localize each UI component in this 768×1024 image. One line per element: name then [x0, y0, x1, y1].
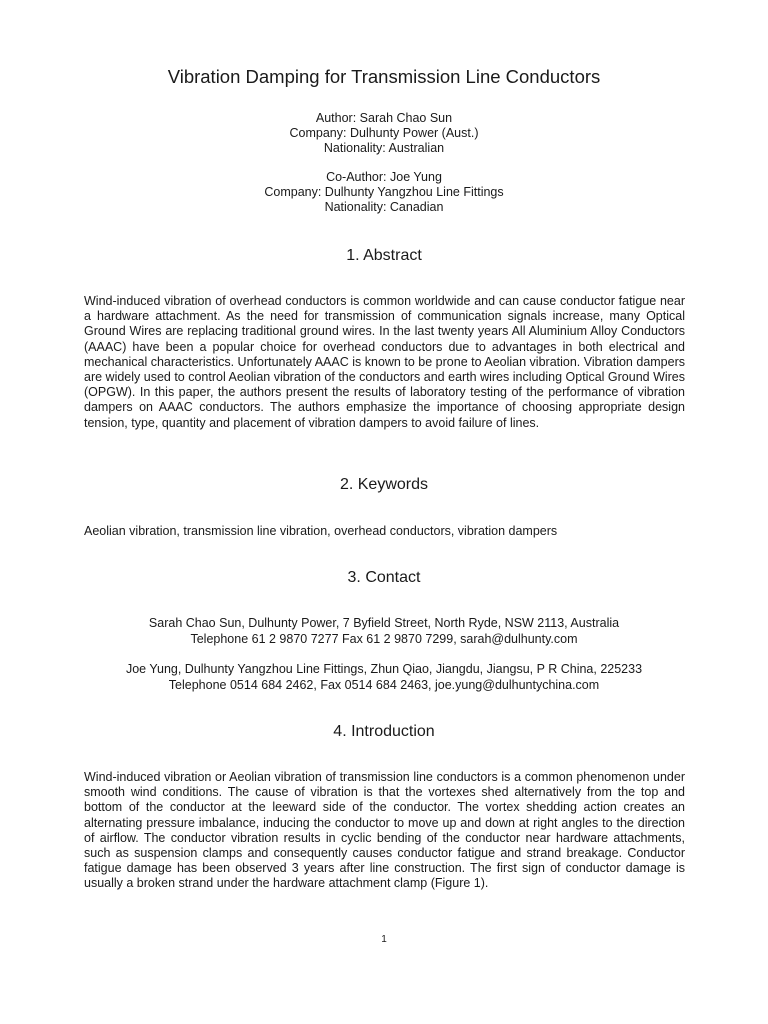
abstract-heading: 1. Abstract	[346, 247, 422, 264]
author-name: Author: Sarah Chao Sun	[315, 111, 453, 125]
author-company: Company: Dulhunty Power (Aust.)	[289, 126, 479, 140]
contact-heading: 3. Contact	[347, 569, 421, 586]
contact-entry-coauthor	[0, 662, 768, 693]
keywords-body: Aeolian vibration, transmission line vibration, overhead conductors, vibration dampers	[84, 524, 558, 538]
coauthor-company: Company: Dulhunty Yangzhou Line Fittings	[264, 185, 504, 199]
introduction-body: Wind-induced vibration or Aeolian vibration of transmission line conductors is a common phenomenon under smooth wind conditions. The cause of vibration is that the vortexes shed alternatively from the top and bottom of the conductor at the leeward side of the conductor. The vortex shedding action creates an alternating pressure imbalance, inducing the conductor to move up and down at right angles to the direction of airflow. The conductor vibration results in cyclic bending of the conductor near hardware attachments, such as suspension clamps and consequently causes conductor fatigue and strand breakage. Conductor fatigue damage has been observed 3 years after line construction. The first sign of conductor damage is usually a broken strand under the hardware attachment clamp (Figure 1).	[84, 770, 685, 891]
contact-entry-author	[0, 616, 768, 647]
keywords-heading: 2. Keywords	[339, 476, 429, 493]
contact-address: Sarah Chao Sun, Dulhunty Power, 7 Byfield Street, North Ryde, NSW 2113, Australia	[148, 616, 620, 630]
contact-address: Joe Yung, Dulhunty Yangzhou Line Fittings, Zhun Qiao, Jiangdu, Jiangsu, P R China, 225233	[125, 662, 643, 676]
contact-phone-email: Telephone 0514 684 2462, Fax 0514 684 2463, joe.yung@dulhuntychina.com	[168, 677, 600, 692]
author-info	[0, 111, 768, 156]
page-number: 1	[381, 934, 387, 945]
coauthor-info	[0, 170, 768, 215]
coauthor-nationality: Nationality: Canadian	[324, 200, 444, 214]
coauthor-name: Co-Author: Joe Yung	[326, 170, 442, 184]
contact-phone-email: Telephone 61 2 9870 7277 Fax 61 2 9870 7299, sarah@dulhunty.com	[190, 631, 578, 646]
author-nationality: Nationality: Australian	[323, 141, 445, 155]
paper-title: Vibration Damping for Transmission Line Conductors	[167, 66, 601, 87]
abstract-body: Wind-induced vibration of overhead conductors is common worldwide and can cause conductor fatigue near a hardware attachment. As the need for transmission of communication signals increase, many Optical Ground Wires are replacing traditional ground wires. In the last twenty years All Aluminium Alloy Conductors (AAAC) have been a popular choice for overhead conductors due to advantages in both electrical and mechanical characteristics. Unfortunately AAAC is known to be prone to Aeolian vibration. Vibration dampers are widely used to control Aeolian vibration of the conductors and earth wires including Optical Ground Wires (OPGW). In this paper, the authors present the results of laboratory testing of the performance of vibration dampers on AAAC conductors. The authors emphasize the importance of choosing appropriate design tension, type, quantity and placement of vibration dampers to avoid failure of lines.	[84, 294, 686, 430]
introduction-heading: 4. Introduction	[333, 723, 435, 740]
